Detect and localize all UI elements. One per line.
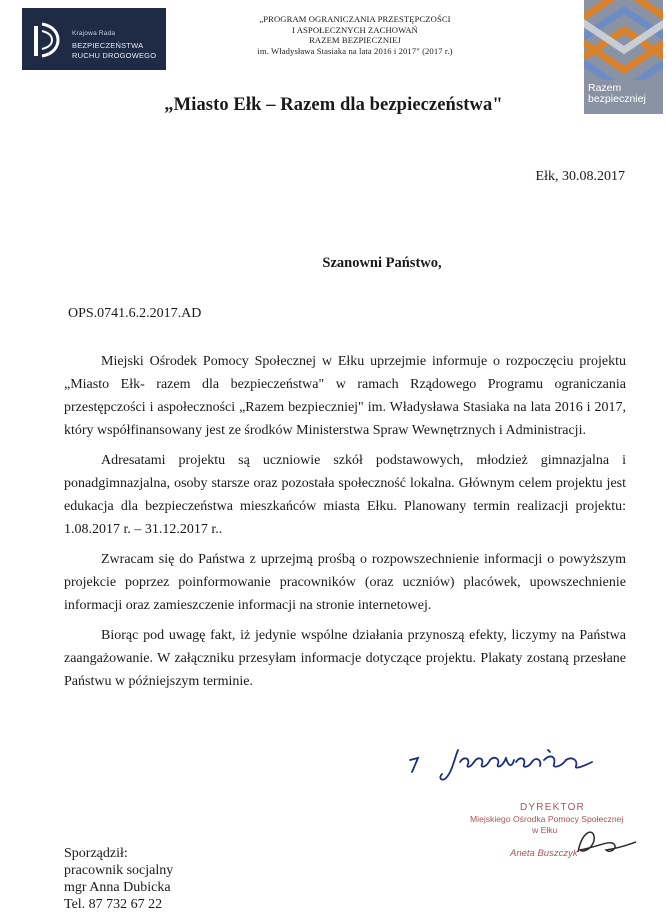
- handwritten-signature: [400, 738, 618, 784]
- letter-body: [64, 350, 626, 700]
- prepared-by-phone: Tel. 87 732 67 22: [64, 897, 163, 912]
- woven-pattern-icon: [584, 0, 663, 80]
- letter-date: Ełk, 30.08.2017: [535, 169, 625, 184]
- program-header-line3: RAZEM BEZPIECZNIEJ: [309, 35, 401, 45]
- stamp-title: DYREKTOR: [520, 802, 585, 813]
- prepared-by-block: [64, 845, 173, 913]
- salutation: Szanowni Państwo,: [322, 255, 442, 271]
- krbrd-emblem-icon: [32, 20, 62, 60]
- body-paragraph: Adresatami projektu są uczniowie szkół podstawowych, młodzież gimnazjalna i ponadgimnazjalna, osoby starsze oraz pozostała społeczność lokalna. Głównym celem projektu jest edukacja dla bezpieczeństwa mieszkańców miasta Ełku. Planowany termin realizacji projektu: 1.08.2017 r. – 31.12.2017 r..: [64, 453, 626, 537]
- reference-number: OPS.0741.6.2.2017.AD: [68, 306, 202, 321]
- stamp-signature-icon: [570, 822, 640, 862]
- program-header: [205, 14, 505, 56]
- program-header-line2: I ASPOŁECZNYCH ZACHOWAŃ: [292, 24, 418, 35]
- program-header-line1: „PROGRAM OGRANICZANIA PRZESTĘPCZOŚCI: [259, 14, 451, 24]
- krbrd-line1: Krajowa Rada: [72, 30, 116, 37]
- director-stamp: [470, 800, 645, 870]
- prepared-by-position: pracownik socjalny: [64, 863, 174, 878]
- stamp-institution: Miejskiego Ośrodka Pomocy Społecznej: [470, 814, 624, 824]
- razem-line: Razem: [588, 82, 622, 94]
- prepared-by-label: Sporządził:: [64, 846, 128, 861]
- program-header-line4: im. Władysława Stasiaka na lata 2016 i 2017" (2017 r.): [257, 45, 453, 56]
- prepared-by-name: mgr Anna Dubicka: [64, 880, 171, 895]
- bezpieczniej-line: bezpieczniej: [588, 93, 646, 105]
- krbrd-logo: [22, 8, 166, 70]
- body-paragraph: Zwracam się do Państwa z uprzejmą prośbą o rozpowszechnienie informacji o powyższym projekcie poprzez poinformowanie pracowników (oraz uczniów) placówek, upowszechnienie informacji oraz zamieszczenie informacji na stronie internetowej.: [64, 552, 626, 613]
- krbrd-line2: BEZPIECZEŃSTWA: [72, 41, 144, 50]
- stamp-name: Aneta Buszczyk: [510, 848, 578, 859]
- krbrd-line3: RUCHU DROGOWEGO: [72, 51, 157, 60]
- stamp-location: w Ełku: [532, 825, 558, 835]
- body-paragraph: Biorąc pod uwagę fakt, iż jedynie wspólne działania przynoszą efekty, liczymy na Państwa zaangażowanie. W załączniku przesyłam informacje dotyczące projektu. Plakaty zostaną przesłane Państwu w późniejszym terminie.: [64, 628, 626, 689]
- letter-title: „Miasto Ełk – Razem dla bezpieczeństwa": [164, 95, 503, 115]
- body-paragraph: Miejski Ośrodek Pomocy Społecznej w Ełku uprzejmie informuje o rozpoczęciu projektu „Miasto Ełk- razem dla bezpieczeństwa" w ramach Rządowego Programu ograniczania przestępczości i aspołeczności „Razem bezpieczniej" im. Władysława Stasiaka na lata 2016 i 2017, który współfinansowany jest ze środków Ministerstwa Spraw Wewnętrznych i Administracji.: [64, 354, 626, 438]
